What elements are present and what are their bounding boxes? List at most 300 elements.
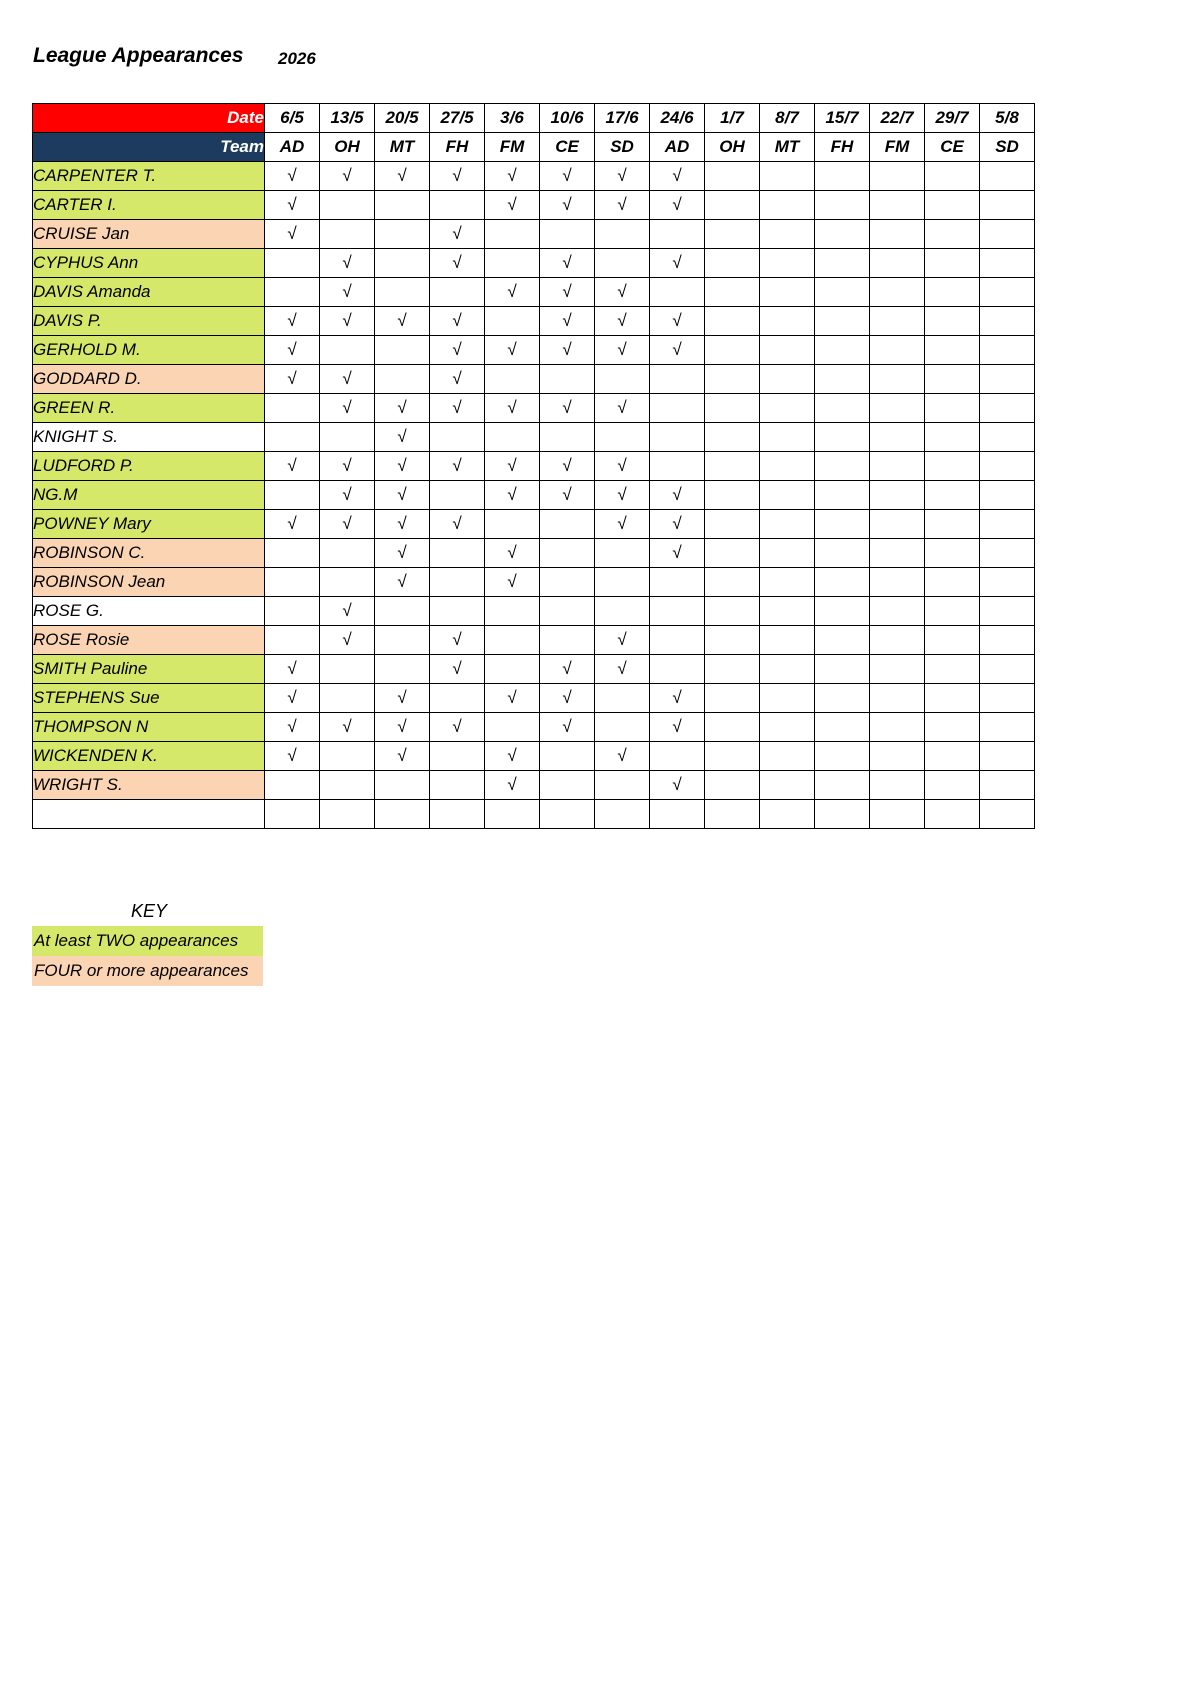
appearance-cell: √ <box>595 452 650 481</box>
appearance-cell: √ <box>320 713 375 742</box>
team-header-cell: FM <box>870 133 925 162</box>
appearance-cell <box>870 423 925 452</box>
appearance-cell <box>320 771 375 800</box>
key-green-label: At least TWO appearances <box>32 926 263 956</box>
appearance-cell <box>760 249 815 278</box>
player-name: SMITH Pauline <box>33 655 265 684</box>
appearance-cell: √ <box>540 191 595 220</box>
appearance-cell <box>760 713 815 742</box>
appearance-cell <box>265 423 320 452</box>
appearance-cell <box>595 423 650 452</box>
date-header-cell: 8/7 <box>760 104 815 133</box>
appearance-cell <box>980 568 1035 597</box>
appearance-cell: √ <box>375 423 430 452</box>
appearance-cell <box>980 162 1035 191</box>
player-name: GREEN R. <box>33 394 265 423</box>
appearance-cell <box>375 336 430 365</box>
appearance-cell <box>540 742 595 771</box>
table-row <box>33 510 1035 539</box>
table-row <box>33 771 1035 800</box>
appearance-cell <box>870 597 925 626</box>
appearance-cell <box>705 452 760 481</box>
appearance-cell <box>375 626 430 655</box>
appearance-cell <box>760 278 815 307</box>
appearance-cell <box>870 568 925 597</box>
appearance-cell <box>595 249 650 278</box>
appearance-cell <box>815 220 870 249</box>
appearance-cell <box>430 539 485 568</box>
appearance-cell <box>375 249 430 278</box>
appearance-cell: √ <box>595 278 650 307</box>
appearance-cell <box>540 568 595 597</box>
appearance-cell <box>980 713 1035 742</box>
appearance-cell <box>760 452 815 481</box>
appearance-cell <box>265 597 320 626</box>
appearance-cell: √ <box>430 162 485 191</box>
table-row <box>33 162 1035 191</box>
appearance-cell <box>925 510 980 539</box>
appearance-cell: √ <box>375 307 430 336</box>
appearance-cell <box>925 713 980 742</box>
table-row <box>33 307 1035 336</box>
appearance-cell <box>705 278 760 307</box>
appearance-cell <box>705 365 760 394</box>
appearance-cell: √ <box>375 510 430 539</box>
appearance-cell <box>595 771 650 800</box>
appearance-cell <box>980 655 1035 684</box>
appearance-cell <box>650 452 705 481</box>
appearance-cell <box>705 568 760 597</box>
appearance-cell <box>870 800 925 829</box>
appearance-cell: √ <box>540 452 595 481</box>
team-header-cell: MT <box>760 133 815 162</box>
date-header-cell: 3/6 <box>485 104 540 133</box>
appearance-cell: √ <box>540 684 595 713</box>
appearance-cell <box>650 278 705 307</box>
appearance-cell <box>595 800 650 829</box>
appearance-cell: √ <box>265 684 320 713</box>
appearance-cell: √ <box>595 191 650 220</box>
player-name: ROBINSON C. <box>33 539 265 568</box>
appearance-cell <box>925 800 980 829</box>
appearance-cell: √ <box>650 249 705 278</box>
table-row <box>33 800 1035 829</box>
appearance-cell <box>485 220 540 249</box>
appearance-cell <box>870 336 925 365</box>
appearance-cell <box>925 423 980 452</box>
appearance-cell <box>265 800 320 829</box>
team-header-cell: OH <box>705 133 760 162</box>
appearance-cell: √ <box>430 249 485 278</box>
appearance-cell: √ <box>375 452 430 481</box>
table-row <box>33 365 1035 394</box>
appearance-cell: √ <box>430 713 485 742</box>
appearance-cell <box>925 771 980 800</box>
appearance-cell <box>815 307 870 336</box>
appearance-cell: √ <box>430 365 485 394</box>
appearance-cell <box>265 278 320 307</box>
appearance-cell <box>815 394 870 423</box>
appearance-cell <box>485 365 540 394</box>
appearance-cell <box>815 423 870 452</box>
appearance-cell <box>540 220 595 249</box>
appearance-cell <box>980 539 1035 568</box>
appearance-cell <box>815 539 870 568</box>
appearance-cell <box>925 162 980 191</box>
appearance-cell <box>540 597 595 626</box>
appearance-cell <box>705 597 760 626</box>
appearance-cell <box>265 568 320 597</box>
appearance-cell: √ <box>320 510 375 539</box>
date-header-cell: 27/5 <box>430 104 485 133</box>
appearance-cell <box>320 539 375 568</box>
appearance-cell <box>870 278 925 307</box>
appearance-cell <box>925 249 980 278</box>
appearance-cell <box>265 481 320 510</box>
appearance-cell: √ <box>430 452 485 481</box>
appearance-cell: √ <box>595 481 650 510</box>
date-header-cell: 10/6 <box>540 104 595 133</box>
appearance-cell <box>375 220 430 249</box>
appearance-cell: √ <box>595 742 650 771</box>
appearance-cell <box>760 220 815 249</box>
appearance-cell <box>485 713 540 742</box>
appearance-cell <box>815 162 870 191</box>
appearance-cell <box>595 365 650 394</box>
appearance-cell <box>870 684 925 713</box>
team-header-cell: SD <box>980 133 1035 162</box>
appearance-cell <box>760 423 815 452</box>
appearance-cell: √ <box>320 597 375 626</box>
appearance-cell <box>595 568 650 597</box>
appearances-table <box>32 103 1035 829</box>
table-row <box>33 742 1035 771</box>
appearance-cell <box>430 800 485 829</box>
appearance-cell <box>980 191 1035 220</box>
team-header-cell: FM <box>485 133 540 162</box>
appearance-cell <box>760 162 815 191</box>
appearance-cell: √ <box>320 481 375 510</box>
appearance-cell <box>760 510 815 539</box>
appearance-cell: √ <box>430 220 485 249</box>
appearance-cell: √ <box>595 655 650 684</box>
appearance-cell <box>595 684 650 713</box>
appearance-cell: √ <box>265 336 320 365</box>
appearance-cell: √ <box>320 394 375 423</box>
appearance-cell <box>925 597 980 626</box>
appearance-cell: √ <box>485 336 540 365</box>
table-row <box>33 481 1035 510</box>
team-header-cell: MT <box>375 133 430 162</box>
team-header-cell: FH <box>430 133 485 162</box>
appearance-cell <box>650 394 705 423</box>
appearance-cell <box>540 423 595 452</box>
appearance-cell <box>980 626 1035 655</box>
appearance-cell <box>705 220 760 249</box>
appearance-cell <box>375 655 430 684</box>
appearance-cell <box>925 481 980 510</box>
appearance-cell: √ <box>485 568 540 597</box>
appearance-cell <box>925 539 980 568</box>
appearance-cell: √ <box>650 684 705 713</box>
appearance-cell <box>430 568 485 597</box>
appearance-cell <box>815 742 870 771</box>
appearance-cell <box>925 278 980 307</box>
table-row <box>33 452 1035 481</box>
appearance-cell <box>430 742 485 771</box>
appearance-cell <box>540 800 595 829</box>
appearance-cell <box>705 539 760 568</box>
table-row <box>33 423 1035 452</box>
appearance-cell <box>815 655 870 684</box>
appearance-cell <box>595 597 650 626</box>
appearance-cell <box>320 655 375 684</box>
appearance-cell: √ <box>375 742 430 771</box>
player-name: NG.M <box>33 481 265 510</box>
appearance-cell <box>815 278 870 307</box>
appearance-cell <box>870 452 925 481</box>
appearance-cell: √ <box>540 278 595 307</box>
appearance-cell: √ <box>540 481 595 510</box>
table-row <box>33 394 1035 423</box>
appearance-cell: √ <box>595 162 650 191</box>
team-header-cell: AD <box>265 133 320 162</box>
appearance-cell: √ <box>375 481 430 510</box>
appearance-cell <box>870 394 925 423</box>
appearance-cell <box>320 684 375 713</box>
appearance-cell <box>375 191 430 220</box>
appearance-cell: √ <box>265 452 320 481</box>
appearance-cell <box>430 684 485 713</box>
appearance-cell <box>925 452 980 481</box>
table-row <box>33 336 1035 365</box>
appearance-cell: √ <box>320 365 375 394</box>
appearance-cell <box>485 655 540 684</box>
appearance-cell: √ <box>485 162 540 191</box>
date-header-cell: 6/5 <box>265 104 320 133</box>
appearances-table-body <box>33 104 1035 829</box>
player-name: CRUISE Jan <box>33 220 265 249</box>
appearance-cell <box>870 307 925 336</box>
appearance-cell <box>980 684 1035 713</box>
appearance-cell: √ <box>540 307 595 336</box>
appearance-cell: √ <box>265 655 320 684</box>
appearance-cell <box>320 568 375 597</box>
appearance-cell: √ <box>650 481 705 510</box>
appearance-cell: √ <box>320 162 375 191</box>
appearance-cell <box>265 626 320 655</box>
player-name: GODDARD D. <box>33 365 265 394</box>
appearance-cell <box>705 249 760 278</box>
player-name: GERHOLD M. <box>33 336 265 365</box>
appearance-cell <box>760 336 815 365</box>
appearance-cell <box>705 742 760 771</box>
appearance-cell <box>375 597 430 626</box>
appearance-cell: √ <box>430 655 485 684</box>
table-row <box>33 220 1035 249</box>
appearance-cell: √ <box>265 365 320 394</box>
date-header-cell: 1/7 <box>705 104 760 133</box>
appearance-cell: √ <box>540 249 595 278</box>
appearance-cell: √ <box>430 394 485 423</box>
appearance-cell <box>760 568 815 597</box>
appearance-cell <box>870 771 925 800</box>
appearance-cell <box>705 800 760 829</box>
team-header-cell: FH <box>815 133 870 162</box>
appearance-cell <box>705 162 760 191</box>
appearance-cell: √ <box>485 278 540 307</box>
appearance-cell <box>815 568 870 597</box>
appearance-cell <box>980 278 1035 307</box>
appearance-cell <box>485 510 540 539</box>
appearance-cell <box>760 191 815 220</box>
appearance-cell <box>705 336 760 365</box>
date-header-cell: 5/8 <box>980 104 1035 133</box>
appearance-cell <box>760 655 815 684</box>
date-header-cell: 24/6 <box>650 104 705 133</box>
table-row <box>33 684 1035 713</box>
appearance-cell: √ <box>320 278 375 307</box>
appearance-cell: √ <box>650 539 705 568</box>
appearance-cell <box>760 481 815 510</box>
appearance-cell: √ <box>265 220 320 249</box>
appearance-cell <box>925 684 980 713</box>
appearance-cell <box>540 626 595 655</box>
appearance-cell <box>815 800 870 829</box>
appearance-cell <box>980 220 1035 249</box>
appearance-cell: √ <box>375 539 430 568</box>
player-name: ROSE G. <box>33 597 265 626</box>
appearance-cell <box>540 539 595 568</box>
player-name: CYPHUS Ann <box>33 249 265 278</box>
appearance-cell: √ <box>485 684 540 713</box>
appearance-cell <box>870 191 925 220</box>
player-name: POWNEY Mary <box>33 510 265 539</box>
appearance-cell <box>705 481 760 510</box>
appearance-cell: √ <box>650 191 705 220</box>
player-name: CARTER I. <box>33 191 265 220</box>
appearance-cell <box>980 365 1035 394</box>
player-name: STEPHENS Sue <box>33 684 265 713</box>
appearance-cell: √ <box>650 307 705 336</box>
appearance-cell <box>650 800 705 829</box>
appearance-cell <box>485 800 540 829</box>
page-title: League Appearances <box>33 44 244 67</box>
appearance-cell: √ <box>430 336 485 365</box>
appearance-cell <box>980 423 1035 452</box>
appearance-cell <box>430 481 485 510</box>
appearance-cell <box>265 249 320 278</box>
appearance-cell <box>650 365 705 394</box>
appearance-cell <box>925 307 980 336</box>
appearance-cell: √ <box>540 336 595 365</box>
appearance-cell <box>375 278 430 307</box>
appearance-cell <box>870 249 925 278</box>
appearance-cell <box>650 220 705 249</box>
appearance-cell <box>320 800 375 829</box>
appearance-cell <box>430 278 485 307</box>
team-header-cell: OH <box>320 133 375 162</box>
date-header-cell: 22/7 <box>870 104 925 133</box>
date-header-cell: 13/5 <box>320 104 375 133</box>
appearance-cell <box>760 626 815 655</box>
date-header-cell: 29/7 <box>925 104 980 133</box>
appearance-cell <box>870 162 925 191</box>
appearance-cell <box>705 655 760 684</box>
appearance-cell: √ <box>650 336 705 365</box>
team-header-cell: SD <box>595 133 650 162</box>
appearance-cell <box>870 220 925 249</box>
appearance-cell <box>320 742 375 771</box>
appearance-cell: √ <box>650 713 705 742</box>
appearance-cell <box>925 742 980 771</box>
appearance-cell <box>870 510 925 539</box>
appearance-cell <box>980 597 1035 626</box>
appearance-cell <box>705 510 760 539</box>
appearance-cell <box>375 771 430 800</box>
appearance-cell <box>980 771 1035 800</box>
appearance-cell: √ <box>430 307 485 336</box>
table-row <box>33 713 1035 742</box>
appearance-cell: √ <box>540 394 595 423</box>
appearance-cell <box>870 539 925 568</box>
appearance-cell <box>925 626 980 655</box>
player-name <box>33 800 265 829</box>
appearance-cell: √ <box>265 510 320 539</box>
appearance-cell <box>430 597 485 626</box>
appearance-cell <box>430 191 485 220</box>
appearance-cell: √ <box>265 742 320 771</box>
team-header-row <box>33 133 1035 162</box>
appearance-cell <box>815 191 870 220</box>
appearance-cell <box>760 800 815 829</box>
appearance-cell <box>980 307 1035 336</box>
appearance-cell: √ <box>430 510 485 539</box>
appearance-cell <box>925 365 980 394</box>
appearance-cell <box>925 568 980 597</box>
appearance-cell: √ <box>430 626 485 655</box>
appearance-cell <box>485 626 540 655</box>
table-row <box>33 626 1035 655</box>
appearance-cell <box>925 394 980 423</box>
appearance-cell: √ <box>485 191 540 220</box>
appearance-cell: √ <box>540 655 595 684</box>
appearance-cell <box>815 452 870 481</box>
appearance-cell: √ <box>485 742 540 771</box>
appearance-cell <box>815 713 870 742</box>
appearance-cell <box>980 800 1035 829</box>
appearance-cell <box>595 713 650 742</box>
appearance-cell <box>815 597 870 626</box>
appearance-cell <box>760 771 815 800</box>
player-name: DAVIS P. <box>33 307 265 336</box>
table-row <box>33 655 1035 684</box>
appearance-cell <box>980 510 1035 539</box>
appearance-cell <box>815 510 870 539</box>
appearance-cell: √ <box>595 336 650 365</box>
table-row <box>33 568 1035 597</box>
appearance-cell <box>485 597 540 626</box>
appearance-cell <box>980 249 1035 278</box>
appearance-cell <box>925 336 980 365</box>
appearance-cell <box>320 220 375 249</box>
appearance-cell <box>760 539 815 568</box>
table-row <box>33 539 1035 568</box>
appearance-cell: √ <box>320 626 375 655</box>
appearance-cell <box>870 713 925 742</box>
appearance-cell: √ <box>265 713 320 742</box>
appearance-cell: √ <box>485 481 540 510</box>
